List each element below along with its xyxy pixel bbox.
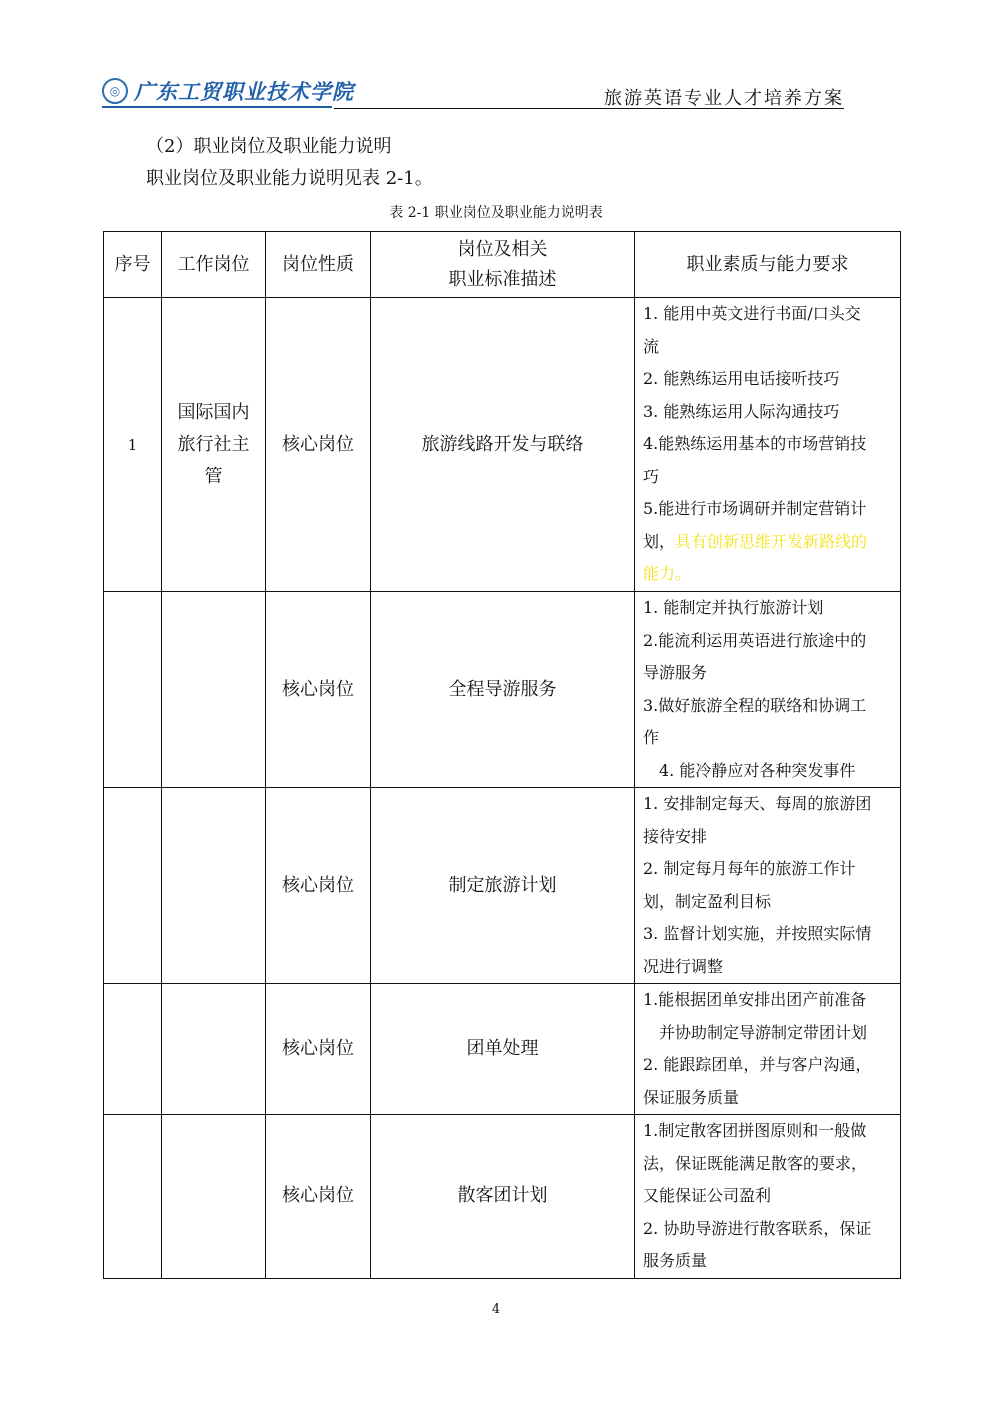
requirement-line: 并协助制定导游制定带团计划	[659, 1022, 868, 1042]
table-header-row	[104, 232, 901, 298]
header-standard-line2: 职业标准描述	[448, 268, 557, 290]
table-row	[104, 592, 901, 788]
requirement-line: 3. 监督计划实施，并按照实际情	[643, 924, 872, 943]
header-standard-line1: 岗位及相关	[457, 238, 548, 260]
header-standard	[371, 232, 635, 298]
table-row	[104, 298, 901, 592]
row-nature: 核心岗位	[266, 984, 371, 1115]
row-requirements	[635, 788, 901, 984]
requirement-line: 巧	[643, 466, 660, 486]
requirement-line: 2. 协助导游进行散客联系，保证	[643, 1218, 872, 1238]
requirement-line: 法，保证既能满足散客的要求，	[643, 1153, 868, 1173]
row-position-line: 旅行社主	[177, 433, 250, 455]
requirement-line: 接待安排	[643, 826, 708, 846]
header-seq: 序号	[104, 232, 162, 298]
row-requirements	[635, 1115, 901, 1279]
page-header	[102, 72, 844, 112]
row-nature: 核心岗位	[266, 298, 371, 592]
row-standard: 制定旅游计划	[371, 788, 635, 984]
requirement-line: 流	[643, 336, 660, 356]
table-row	[104, 984, 901, 1115]
page-number: 4	[491, 1302, 501, 1317]
row-requirements	[635, 984, 901, 1115]
header-divider	[334, 108, 844, 109]
table-caption: 表 2-1 职业岗位及职业能力说明表	[389, 205, 603, 221]
requirement-line: 1. 能制定并执行旅游计划	[643, 598, 824, 617]
requirement-line: 作	[643, 728, 660, 747]
row-position	[162, 1115, 266, 1279]
row-seq	[104, 788, 162, 984]
table-row	[104, 788, 901, 984]
row-seq	[104, 984, 162, 1115]
requirement-line-mixed	[643, 526, 896, 559]
row-nature: 核心岗位	[266, 1115, 371, 1279]
row-standard: 全程导游服务	[371, 592, 635, 788]
requirement-line: 4. 能冷静应对各种突发事件	[659, 760, 856, 780]
requirement-line: 4.能熟练运用基本的市场营销技	[643, 434, 867, 454]
header-requirements: 职业素质与能力要求	[635, 232, 901, 298]
header-position: 工作岗位	[162, 232, 266, 298]
requirement-line: 划，制定盈利目标	[643, 891, 772, 911]
requirement-line: 2.能流利运用英语进行旅途中的	[643, 630, 867, 650]
row-standard: 散客团计划	[371, 1115, 635, 1279]
row-position	[162, 592, 266, 788]
college-emblem-icon: ◎	[102, 78, 128, 104]
row-nature: 核心岗位	[266, 592, 371, 788]
college-logo	[102, 76, 354, 106]
row-position-line: 管	[204, 465, 223, 487]
requirement-line: 3. 能熟练运用人际沟通技巧	[643, 401, 840, 421]
requirement-text: 划，	[643, 531, 676, 551]
row-seq	[104, 592, 162, 788]
row-requirements	[635, 298, 901, 592]
position-ability-table	[103, 231, 901, 1279]
row-position	[162, 788, 266, 984]
requirement-line: 1. 安排制定每天、每周的旅游团	[643, 794, 872, 813]
row-position	[162, 984, 266, 1115]
requirement-line: 5.能进行市场调研并制定营销计	[643, 499, 867, 519]
requirement-line: 保证服务质量	[643, 1087, 740, 1107]
row-seq	[104, 1115, 162, 1279]
row-seq: 1	[104, 298, 162, 592]
intro-paragraph: 职业岗位及职业能力说明见表 2-1。	[146, 168, 433, 189]
requirement-line: 2. 能熟练运用电话接听技巧	[643, 369, 840, 389]
requirement-line: 1. 能用中英文进行书面/口头交	[643, 304, 861, 324]
requirement-line: 又能保证公司盈利	[643, 1186, 772, 1205]
requirement-line: 1.能根据团单安排出团产前准备	[643, 990, 867, 1009]
section-title: （2）职业岗位及职业能力说明	[146, 136, 392, 157]
document-title: 旅游英语专业人才培养方案	[604, 88, 844, 109]
row-position	[162, 298, 266, 592]
table-row	[104, 1115, 901, 1279]
highlighted-requirement: 具有创新思维开发新路线的	[675, 531, 868, 551]
requirement-line: 2. 制定每月每年的旅游工作计	[643, 859, 856, 878]
row-standard: 团单处理	[371, 984, 635, 1115]
logo-underline	[102, 106, 332, 108]
row-position-line: 国际国内	[177, 401, 250, 423]
requirement-line: 导游服务	[643, 663, 708, 682]
row-standard: 旅游线路开发与联络	[371, 298, 635, 592]
college-name: 广东工贸职业技术学院	[134, 79, 354, 104]
requirement-line: 况进行调整	[643, 956, 724, 976]
requirement-line: 1.制定散客团拼图原则和一般做	[643, 1121, 867, 1140]
requirement-line: 3.做好旅游全程的联络和协调工	[643, 695, 867, 715]
row-requirements	[635, 592, 901, 788]
header-nature: 岗位性质	[266, 232, 371, 298]
requirement-line: 2. 能跟踪团单，并与客户沟通，	[643, 1055, 872, 1074]
requirement-line: 服务质量	[643, 1251, 708, 1270]
highlighted-requirement: 能力。	[643, 564, 692, 584]
row-nature: 核心岗位	[266, 788, 371, 984]
